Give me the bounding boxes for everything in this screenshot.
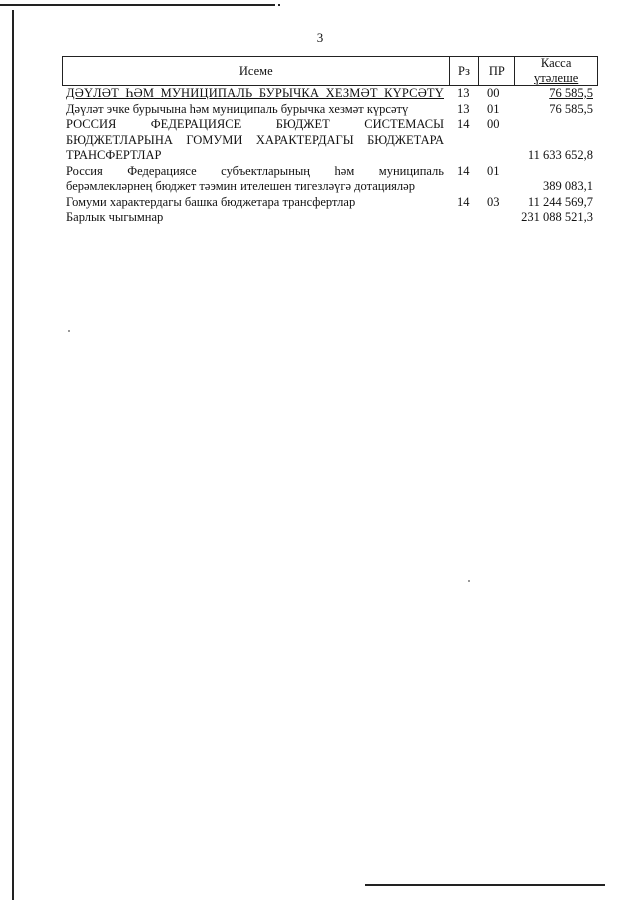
row-name: Дәүләт эчке бурычына һәм муниципаль бурычка хезмәт күрсәтү — [66, 101, 409, 116]
row-pr: 00 — [487, 86, 500, 100]
row-name: ДӘҮЛӘТ ҺӘМ МУНИЦИПАЛЬ БУРЫЧКА ХЕЗМӘТ КҮРСӘТҮ — [66, 86, 444, 100]
header-kassa — [515, 57, 597, 85]
scan-edge-top — [0, 4, 275, 6]
row-pr: 00 — [487, 117, 500, 131]
row-amount: 11 633 652,8 — [527, 148, 593, 162]
header-pr: ПР — [479, 57, 515, 85]
row-name: Россия Федерациясе субъектларының һәм муниципаль берәмлекләрнең бюджет тәэмин ителешен тигезләүгә дотацияләр — [66, 163, 444, 193]
table-row — [66, 117, 593, 164]
table-row — [66, 86, 593, 102]
row-name: Гомуми характердагы башка бюджетара трансфертлар — [66, 194, 356, 209]
table-header — [62, 56, 598, 86]
row-pr: 01 — [487, 101, 500, 116]
row-amount: 389 083,1 — [543, 179, 593, 193]
table-row — [66, 195, 593, 211]
header-kassa-line1: Касса — [540, 56, 572, 70]
header-name: Исеме — [63, 57, 450, 85]
table-body — [66, 86, 593, 226]
row-rz: 14 — [457, 194, 470, 209]
row-pr: 01 — [487, 163, 500, 178]
table-row-total — [66, 210, 593, 226]
scan-edge-left — [12, 10, 14, 900]
scan-speck — [68, 330, 70, 332]
row-rz: 14 — [457, 163, 470, 178]
row-amount: 76 585,5 — [549, 86, 593, 100]
scan-edge-bottom — [365, 884, 605, 886]
row-pr: 03 — [487, 194, 500, 209]
page-number: 3 — [316, 30, 324, 45]
row-amount: 11 244 569,7 — [527, 194, 593, 209]
row-rz: 13 — [457, 101, 470, 116]
scan-speck — [468, 580, 470, 582]
row-rz: 13 — [457, 86, 470, 100]
table-row — [66, 102, 593, 118]
row-amount: 231 088 521,3 — [521, 210, 593, 224]
scan-edge-top-mark — [278, 4, 280, 6]
header-kassa-line2: үтәлеше — [534, 71, 579, 85]
table-row — [66, 164, 593, 195]
row-name: РОССИЯ ФЕДЕРАЦИЯСЕ БЮДЖЕТ СИСТЕМАСЫ БЮДЖЕТЛАРЫНА ГОМУМИ ХАРАКТЕРДАГЫ БЮДЖЕТАРА ТРАНСФЕРТЛАР — [66, 117, 444, 162]
row-amount: 76 585,5 — [549, 101, 593, 116]
row-name: Барлык чыгымнар — [66, 210, 164, 224]
row-rz: 14 — [457, 117, 470, 131]
header-rz: Рз — [450, 57, 480, 85]
